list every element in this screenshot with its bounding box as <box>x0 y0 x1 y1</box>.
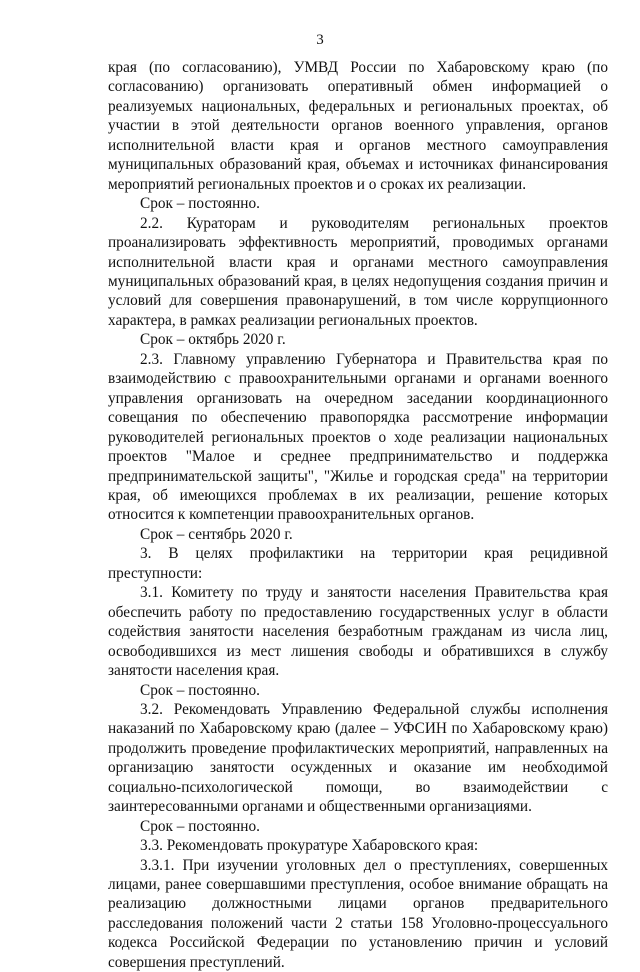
deadline-line: Срок – октябрь 2020 г. <box>140 331 286 349</box>
deadline-line: Срок – постоянно. <box>140 681 260 699</box>
paragraph-3: 3. В целях профилактики на территории края рецидивной преступности: <box>108 545 608 582</box>
paragraph-3-3-1: 3.3.1. При изучении уголовных дел о преступлениях, совершенных лицами, ранее совершавшими преступления, особое внимание обращать на реализацию должностными лицами органов предварительного расследования положений части 2 статьи 158 Уголовно-процессуального кодекса Российской Федерации по установлению причин и условий совершения преступлений. <box>108 856 608 971</box>
paragraph-3-1: 3.1. Комитету по труду и занятости населения Правительства края обеспечить работу по предоставлению государственных услуг в области содействия занятости населения безработным гражданам из числа лиц, освободившихся из мест лишения свободы и обратившихся в службу занятости населения края. <box>108 584 608 680</box>
page-number: 3 <box>316 32 324 48</box>
paragraph-2-2: 2.2. Кураторам и руководителям региональных проектов проанализировать эффективность мероприятий, проводимых органами исполнительной власти края и органами местного самоуправления муниципальных образований края, в целях недопущения создания причин и условий для совершения правонарушений, в том числе коррупционного характера, в рамках реализации региональных проектов. <box>108 214 608 329</box>
paragraph-3-3: 3.3. Рекомендовать прокуратуре Хабаровского края: <box>140 837 479 855</box>
deadline-line: Срок – сентябрь 2020 г. <box>140 525 293 543</box>
paragraph-continuation: края (по согласованию), УМВД России по Хабаровскому краю (по согласованию) организовать оперативный обмен информацией о реализуемых национальных, федеральных и региональных проектах, об участии в этой деятельности органов военного управления, органов исполнительной власти края и органов местного самоуправления муниципальных образований края, объемах и источниках финансирования мероприятий региональных проектов и о сроках их реализации. <box>108 59 608 193</box>
deadline-line: Срок – постоянно. <box>140 817 260 835</box>
paragraph-3-2: 3.2. Рекомендовать Управлению Федеральной службы исполнения наказаний по Хабаровскому краю (далее – УФСИН по Хабаровскому краю) продолжить проведение профилактических мероприятий, направленных на организацию занятости осужденных и оказание им необходимой социально-психологической помощи, во взаимодействии с заинтересованными органами и общественными организациями. <box>108 700 608 816</box>
deadline-line: Срок – постоянно. <box>140 195 260 213</box>
document-body <box>108 58 608 972</box>
paragraph-2-3: 2.3. Главному управлению Губернатора и Правительства края по взаимодействию с правоохранительными органами и органами военного управления организовать на очередном заседании координационного совещания по обеспечению правопорядка рассмотрение информации руководителей региональных проектов о ходе реализации национальных проектов "Малое и среднее предпринимательство и поддержка предпринимательской защиты", "Жилье и городская среда" на территории края, об имеющихся проблемах в их реализации, решение которых относится к компетенции правоохранительных органов. <box>108 350 608 524</box>
